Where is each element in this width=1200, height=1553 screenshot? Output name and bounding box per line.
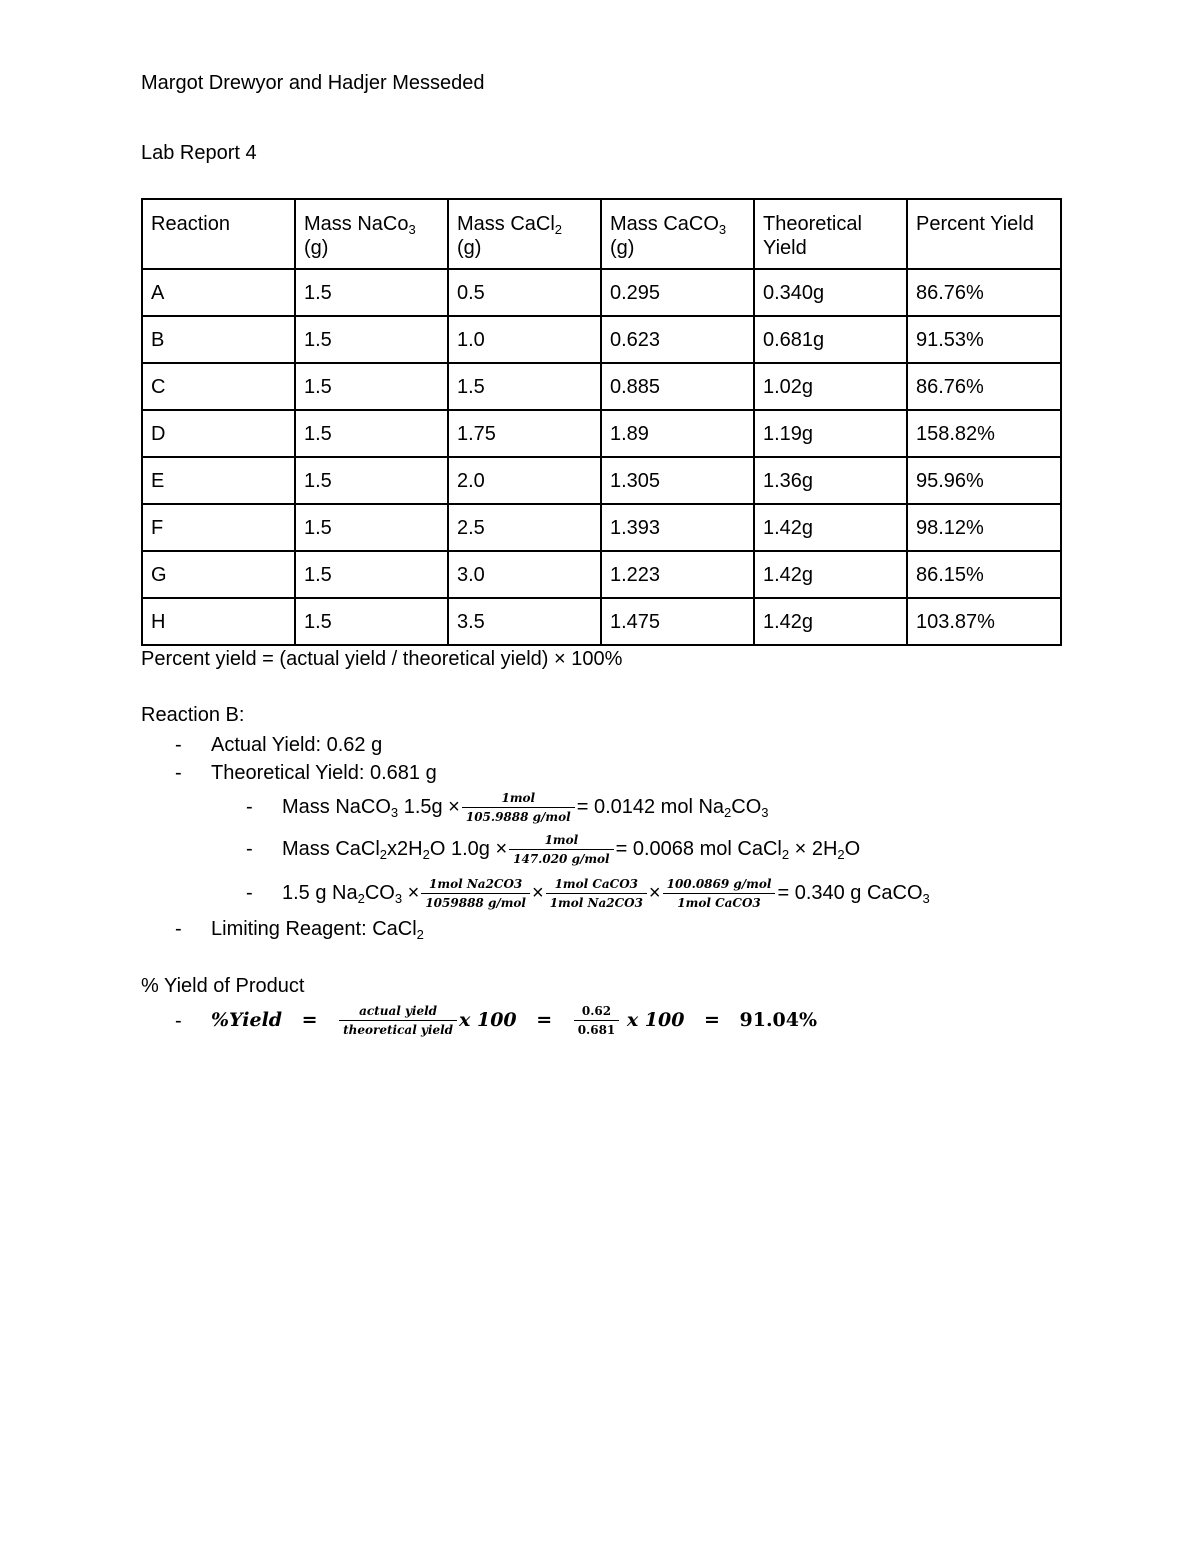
cell-mass-cacl2: 3.5 <box>448 598 601 645</box>
table-row <box>142 504 1061 551</box>
fraction: $\frac{\text{1mol}}{\text{147.020 g/mol}}$ <box>509 833 614 866</box>
cell-reaction: G <box>142 551 295 598</box>
calc-calcium-chloride-moles: Mass $CaCl_2x2H_2O$ 1.0g × $\frac{\text{1mol}}{\text{147.020 g/mol}}$ = 0.0068 mol CaCl$_2$ × $2H_2O$ <box>282 833 861 867</box>
table-header-row <box>142 199 1061 269</box>
cell-reaction: F <box>142 504 295 551</box>
cell-mass-cacl2: 1.0 <box>448 316 601 363</box>
cell-mass-caco3: 0.885 <box>601 363 754 410</box>
cell-mass-naco3: 1.5 <box>295 551 448 598</box>
header-mass-cacl2: Mass CaCl$_2$ (g) <box>448 199 601 269</box>
cell-mass-cacl2: 2.0 <box>448 457 601 504</box>
calc-sodium-carbonate-moles: Mass NaCO$_3$ 1.5g × $\frac{\text{1mol}}{\text{105.9888 g/mol}}$ = 0.0142 mol $Na_2CO_3$ <box>282 791 769 825</box>
cell-percent-yield: 86.76% <box>907 269 1061 316</box>
theoretical-yield-line: Theoretical Yield: 0.681 g <box>211 762 437 784</box>
header-mass-naco3: Mass NaCo$_3$ (g) <box>295 199 448 269</box>
cell-theoretical-yield: 1.19g <box>754 410 907 457</box>
cell-percent-yield: 103.87% <box>907 598 1061 645</box>
reaction-b-heading: Reaction B: <box>141 704 245 726</box>
cell-theoretical-yield: 1.42g <box>754 551 907 598</box>
cell-mass-caco3: 0.623 <box>601 316 754 363</box>
cell-mass-naco3: 1.5 <box>295 363 448 410</box>
cell-reaction: C <box>142 363 295 410</box>
cell-percent-yield: 98.12% <box>907 504 1061 551</box>
cell-reaction: B <box>142 316 295 363</box>
cell-mass-caco3: 1.89 <box>601 410 754 457</box>
table-row <box>142 410 1061 457</box>
bullet-dash: - <box>175 918 182 940</box>
cell-percent-yield: 86.15% <box>907 551 1061 598</box>
cell-theoretical-yield: 1.42g <box>754 504 907 551</box>
header-theoretical-yield: Theoretical Yield <box>754 199 907 269</box>
cell-mass-cacl2: 1.5 <box>448 363 601 410</box>
cell-theoretical-yield: 0.681g <box>754 316 907 363</box>
cell-percent-yield: 86.76% <box>907 363 1061 410</box>
percent-yield-formula: Percent yield = (actual yield / theoretical yield) × 100% <box>141 648 623 670</box>
cell-mass-naco3: 1.5 <box>295 504 448 551</box>
cell-mass-naco3: 1.5 <box>295 410 448 457</box>
bullet-dash: - <box>175 762 182 784</box>
cell-mass-naco3: 1.5 <box>295 269 448 316</box>
fraction: $\frac{\text{1mol Na2CO3}}{\text{1059888 g/mol}}$ <box>421 877 530 910</box>
bullet-dash: - <box>246 882 253 904</box>
bullet-dash: - <box>175 734 182 756</box>
fraction: $\frac{0.62}{0.681}$ <box>574 1004 620 1037</box>
header-mass-caco3: Mass CaCO$_3$ (g) <box>601 199 754 269</box>
cell-theoretical-yield: 1.02g <box>754 363 907 410</box>
table-row <box>142 269 1061 316</box>
authors-line: Margot Drewyor and Hadjer Messeded <box>141 72 485 94</box>
cell-mass-naco3: 1.5 <box>295 316 448 363</box>
cell-mass-caco3: 1.475 <box>601 598 754 645</box>
header-reaction: Reaction <box>142 199 295 269</box>
percent-yield-equation: %Yield = $\frac{\text{actual yield}}{\text{theoretical yield}}$ x 100 = $\frac{0.62}{0.681}$ x 100 = 91.04% <box>211 1004 818 1038</box>
cell-mass-naco3: 1.5 <box>295 457 448 504</box>
table-row <box>142 457 1061 504</box>
bullet-dash: - <box>246 796 253 818</box>
cell-mass-cacl2: 0.5 <box>448 269 601 316</box>
cell-mass-caco3: 1.305 <box>601 457 754 504</box>
actual-yield-line: Actual Yield: 0.62 g <box>211 734 383 756</box>
cell-reaction: H <box>142 598 295 645</box>
cell-reaction: E <box>142 457 295 504</box>
cell-reaction: D <box>142 410 295 457</box>
cell-mass-cacl2: 1.75 <box>448 410 601 457</box>
cell-percent-yield: 158.82% <box>907 410 1061 457</box>
bullet-dash: - <box>175 1010 182 1032</box>
table-row <box>142 598 1061 645</box>
header-percent-yield: Percent Yield <box>907 199 1061 269</box>
fraction: $\frac{\text{actual yield}}{\text{theoretical yield}}$ <box>339 1004 457 1037</box>
fraction: $\frac{\text{100.0869 g/mol}}{\text{1mol CaCO3}}$ <box>663 877 776 910</box>
cell-mass-cacl2: 3.0 <box>448 551 601 598</box>
cell-reaction: A <box>142 269 295 316</box>
yield-section-heading: % Yield of Product <box>141 975 305 997</box>
cell-theoretical-yield: 1.42g <box>754 598 907 645</box>
fraction: $\frac{\text{1mol}}{\text{105.9888 g/mol}}$ <box>462 791 575 824</box>
results-table <box>141 198 1062 646</box>
limiting-reagent-line: Limiting Reagent: CaCl$_2$ <box>211 918 424 942</box>
calc-calcium-carbonate-mass: 1.5 g $Na_2CO_3$ × $\frac{\text{1mol Na2CO3}}{\text{1059888 g/mol}}$ × $\frac{\text{1mol CaCO3}}{\text{1mol Na2CO3}}$ × $\frac{\text{100.0869 g/mol}}{\text{1mol CaCO3}}$ = 0.340 g CaCO$_3$ <box>282 877 930 911</box>
cell-mass-caco3: 1.223 <box>601 551 754 598</box>
cell-percent-yield: 91.53% <box>907 316 1061 363</box>
cell-theoretical-yield: 1.36g <box>754 457 907 504</box>
bullet-dash: - <box>246 838 253 860</box>
cell-theoretical-yield: 0.340g <box>754 269 907 316</box>
cell-percent-yield: 95.96% <box>907 457 1061 504</box>
fraction: $\frac{\text{1mol CaCO3}}{\text{1mol Na2CO3}}$ <box>546 877 647 910</box>
report-title: Lab Report 4 <box>141 142 257 164</box>
table-row <box>142 363 1061 410</box>
table-row <box>142 551 1061 598</box>
cell-mass-caco3: 1.393 <box>601 504 754 551</box>
cell-mass-cacl2: 2.5 <box>448 504 601 551</box>
table-row <box>142 316 1061 363</box>
cell-mass-naco3: 1.5 <box>295 598 448 645</box>
cell-mass-caco3: 0.295 <box>601 269 754 316</box>
